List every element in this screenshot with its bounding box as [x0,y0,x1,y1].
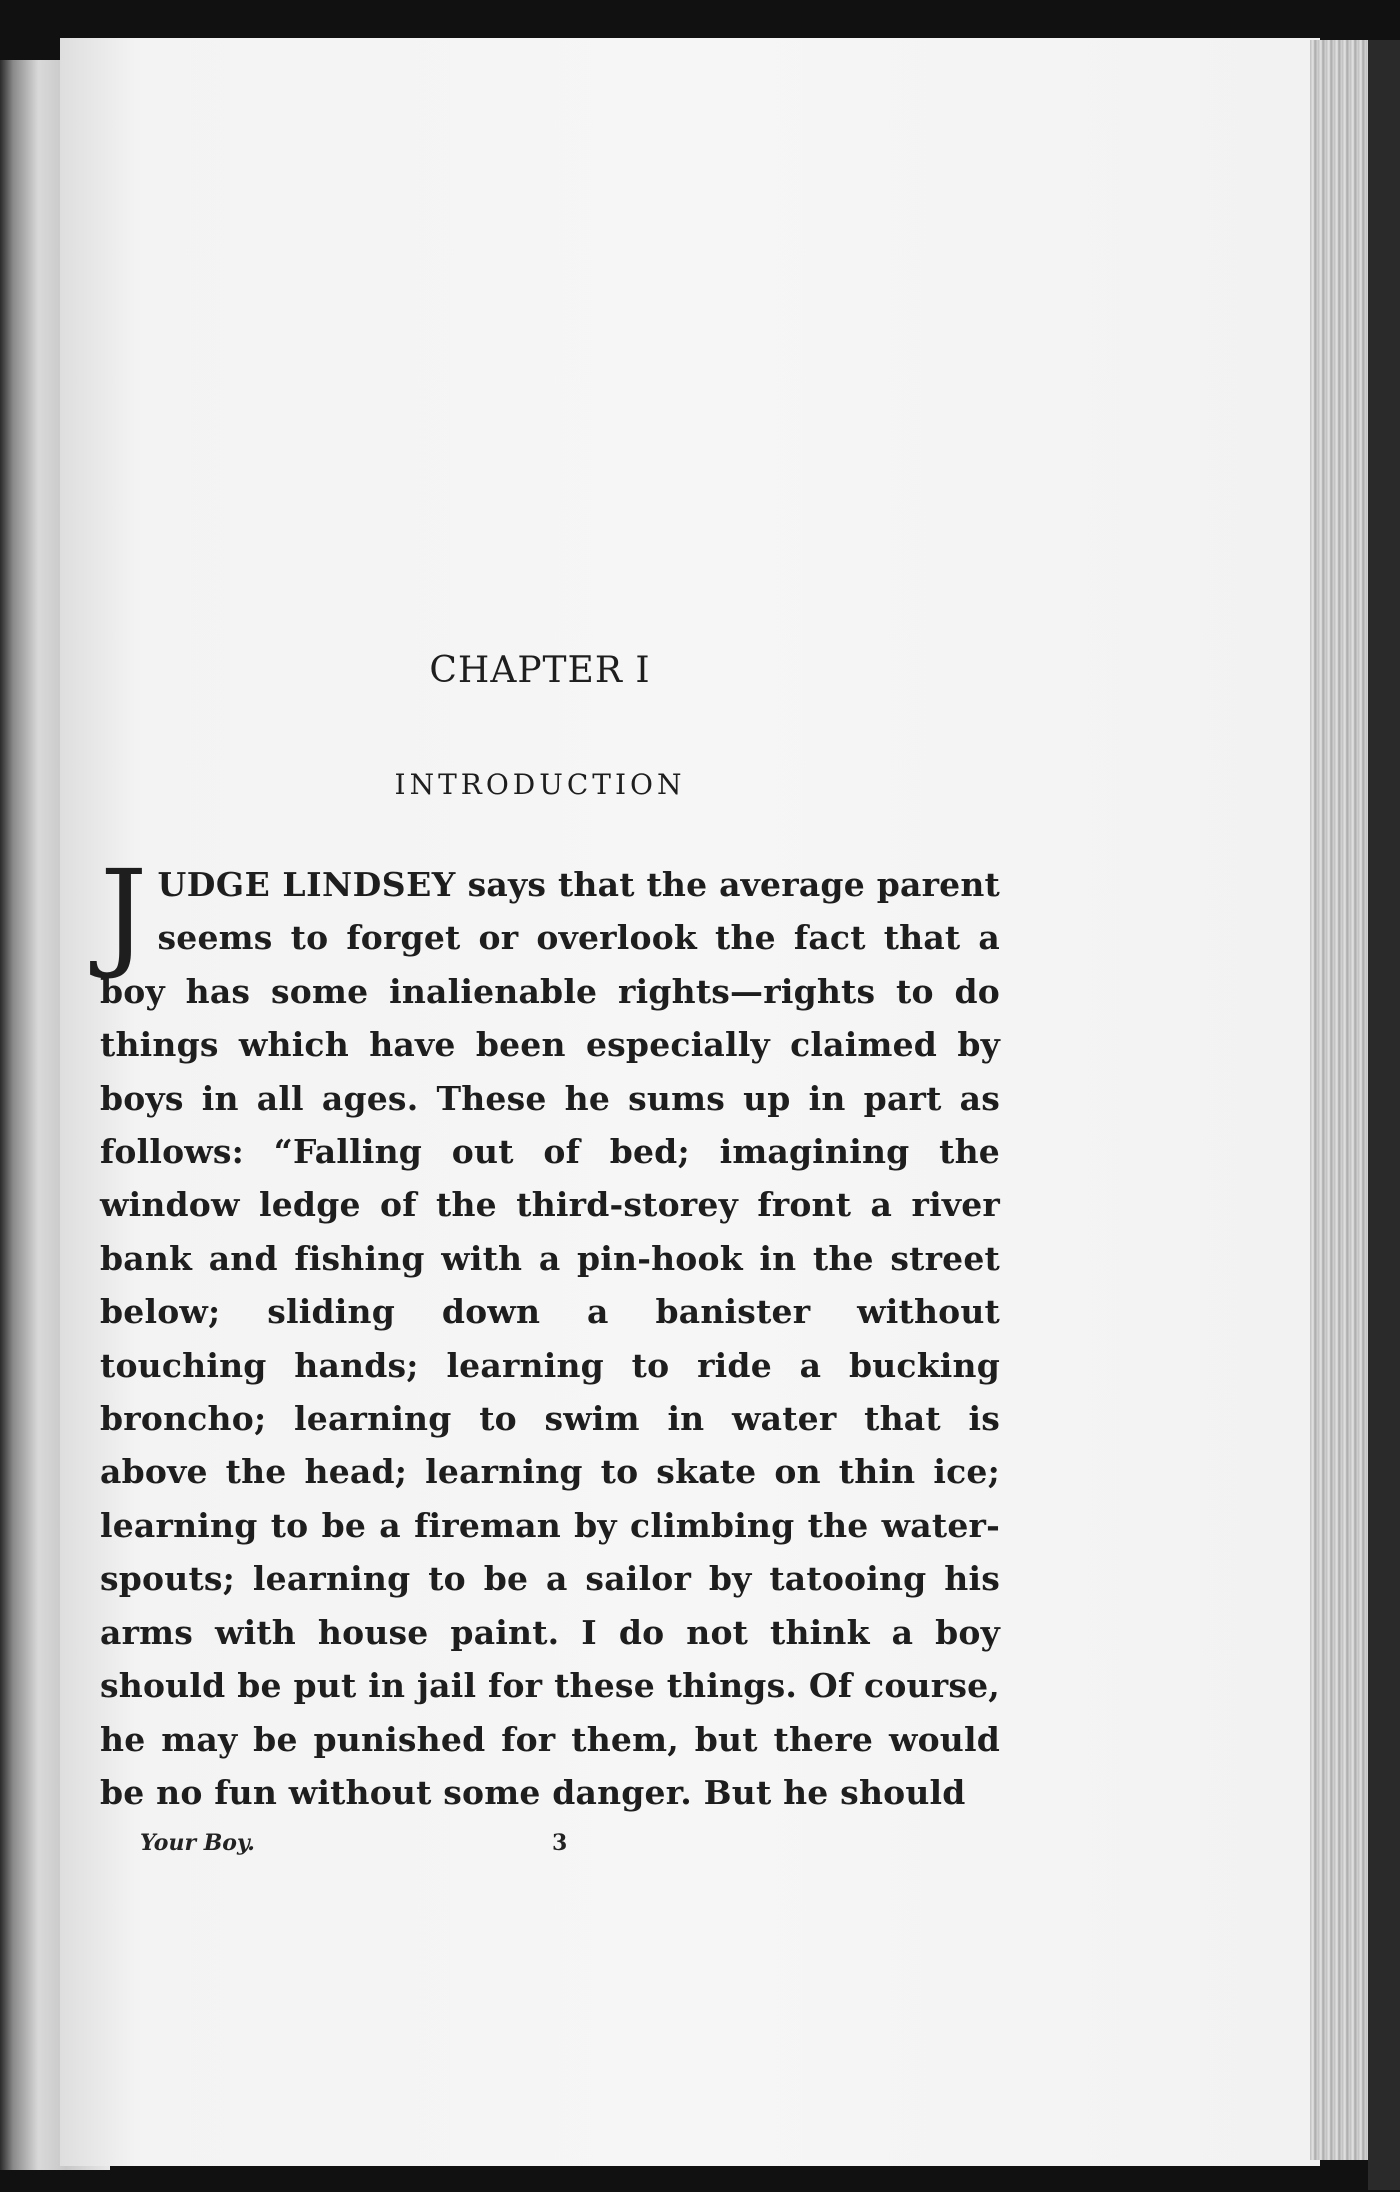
paragraph-text: says that the average parent seems to forget or overlook the fact that a boy has some inalienable rights—rights to do things which have been especially claimed by boys in all ages. These he sums up in part as follows: “Falling out of bed; imagining the window ledge of the third-storey front a river bank and fishing with a pin-hook in the street below; sliding down a banister without touching hands; learning to ride a bucking broncho; learning to swim in water that is above the head; learning to skate on thin ice; learning to be a fireman by climbing the water-spouts; learning to be a sailor by tatooing his arms with house paint. I do not think a boy should be put in jail for these things. Of course, he may be punished for them, but there would be no fun without some danger. But he should [100,865,1000,1812]
page-number: 3 [552,1830,568,1856]
section-title: INTRODUCTION [394,768,686,801]
page-footer [140,1830,940,1870]
body-paragraph [100,844,1000,1819]
signature-mark: Your Boy. [140,1830,255,1856]
lead-caps: UDGE LINDSEY [157,865,456,904]
page-edges [1310,40,1370,2160]
chapter-heading: CHAPTER I [429,650,651,691]
drop-cap: J [100,844,148,982]
dark-margin [1368,40,1400,2190]
